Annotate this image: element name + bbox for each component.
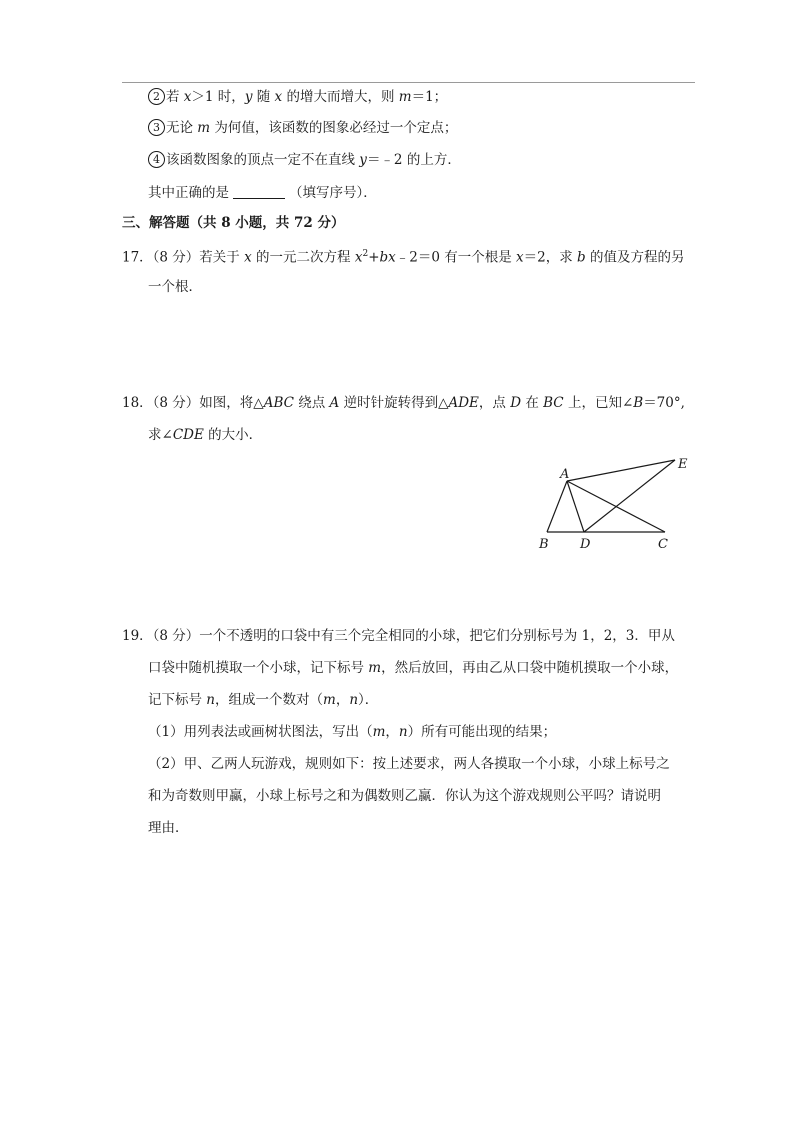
q17-line-1: 17．（8 分）若关于 x 的一元二次方程 $x^2+bx﹣2=0$ 有一个根是 x＝2，求 b 的值及方程的另 (122, 249, 685, 266)
q19-line-2: 口袋中随机摸取一个小球，记下标号 m，然后放回，再由乙从口袋中随机摸取一个小球， (148, 660, 679, 676)
circled-number: 2 (148, 88, 165, 105)
label-b: B (539, 537, 549, 552)
q19-line-3: 记下标号 n，组成一个数对（m，n）． (148, 692, 379, 708)
label-e: E (678, 457, 688, 472)
option-3: 3 无论 m 为何值，该函数的图象必经过一个定点； (148, 118, 457, 138)
label-a: A (560, 467, 570, 482)
section-heading: 三、解答题（共 8 小题，共 72 分） (122, 215, 345, 231)
geometry-figure (530, 452, 700, 556)
q19-part-1: （1）用列表法或画树状图法，写出（m，n）所有可能出现的结果； (148, 724, 557, 740)
label-c: C (658, 537, 668, 552)
q19-part-2-line-3: 理由． (148, 820, 189, 836)
segment-de (584, 460, 675, 532)
answer-line: 其中正确的是 （填写序号）． (148, 185, 377, 201)
q18-line-2: 求∠CDE 的大小． (148, 427, 263, 443)
option-4: 4 该函数图象的顶点一定不在直线 y＝﹣2 的上方． (148, 150, 461, 170)
q19-line-1: 19．（8 分）一个不透明的口袋中有三个完全相同的小球，把它们分别标号为 1，2，3．甲从 (122, 628, 675, 644)
segment-ae (567, 460, 675, 481)
label-d: D (580, 537, 591, 552)
q19-part-2-line-2: 和为奇数则甲赢，小球上标号之和为偶数则乙赢．你认为这个游戏规则公平吗？请说明 (148, 788, 661, 804)
q19-part-2-line-1: （2）甲、乙两人玩游戏，规则如下：按上述要求，两人各摸取一个小球，小球上标号之 (148, 756, 670, 772)
answer-blank[interactable] (233, 185, 285, 199)
circled-number: 3 (148, 119, 165, 136)
segment-ab (547, 481, 567, 532)
q17-line-2: 一个根． (148, 279, 202, 295)
q18-line-1: 18．（8 分）如图，将△ABC 绕点 A 逆时针旋转得到△ADE，点 D 在 BC 上，已知∠B＝70°, (122, 395, 685, 411)
circled-number: 4 (148, 151, 165, 168)
header-rule (122, 82, 695, 83)
option-2: 2 若 x＞1 时，y 随 x 的增大而增大，则 m＝1； (148, 87, 447, 107)
